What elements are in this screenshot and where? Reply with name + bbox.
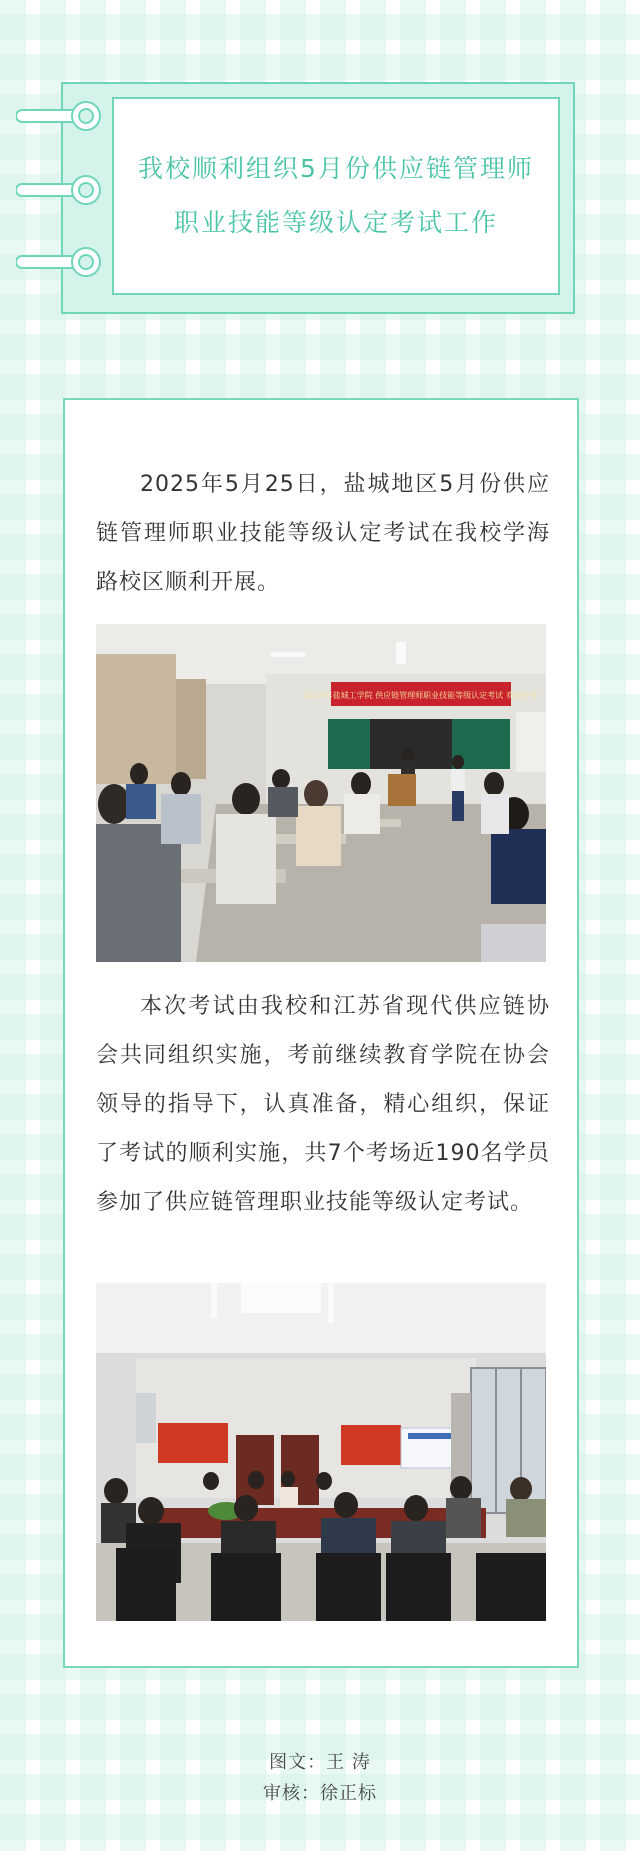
title-frame [112, 97, 560, 295]
article-title-line-1: 我校顺利组织5月份供应链管理师 [138, 154, 534, 183]
binder-ring-icon [16, 246, 102, 278]
exam-banner-text: 2025年盐城工学院 供应链管理师职业技能等级认定考试 欢迎参考 [304, 691, 538, 700]
binder-ring-icon [16, 100, 102, 132]
binder-ring-icon [16, 174, 102, 206]
exam-room-photo [96, 624, 546, 962]
author-credit: 图文：王 涛 [269, 1752, 371, 1773]
title-card [61, 82, 575, 314]
reviewer-credit: 审核：徐正标 [263, 1783, 377, 1804]
article-title-line-2: 职业技能等级认定考试工作 [173, 208, 498, 237]
article-paragraph-1: 2025年5月25日，盐城地区5月份供应链管理师职业技能等级认定考试在我校学海路校区顺利开展。 [96, 472, 550, 595]
article-body [63, 398, 579, 1668]
meeting-room-photo [96, 1283, 546, 1621]
article-paragraph-2: 本次考试由我校和江苏省现代供应链协会共同组织实施，考前继续教育学院在协会领导的指导下，认真准备，精心组织，保证了考试的顺利实施，共7个考场近190名学员参加了供应链管理职业技能等级认定考试。 [96, 994, 550, 1215]
